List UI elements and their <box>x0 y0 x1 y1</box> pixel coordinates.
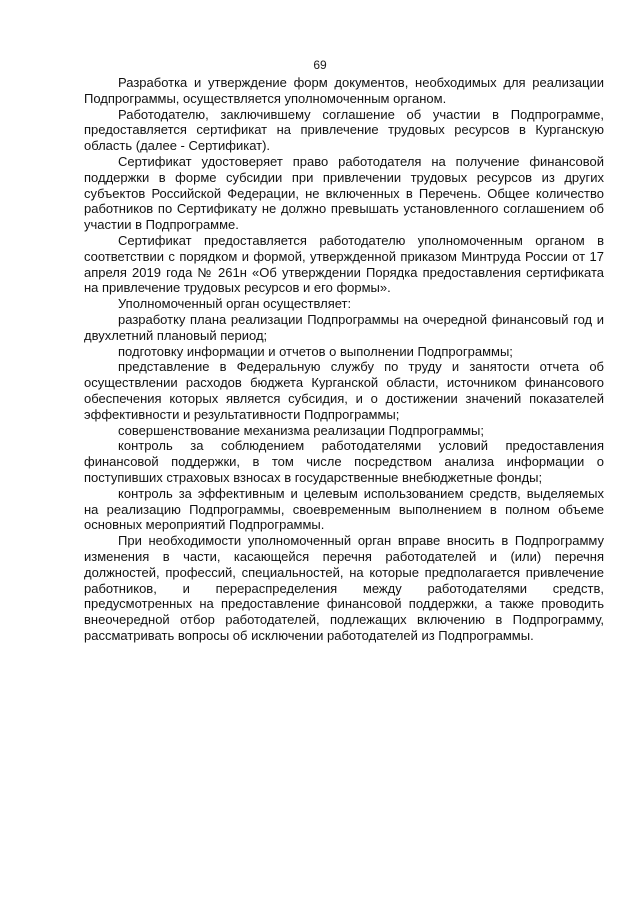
paragraph-certificate-right: Сертификат удостоверяет право работодателя на получение финансовой поддержки в форме субсидии при привлечении трудовых ресурсов из других субъектов Российской Федерации, не включенных в Перечень. Общее количество работников по Сертификату не должно превышать установленного соглашением об участии в Подпрограмме. <box>84 153 604 233</box>
paragraph-certificate-issued: Работодателю, заключившему соглашение об участии в Подпрограмме, предоставляется сертификат на привлечение трудовых ресурсов в Курганскую область (далее - Сертификат). <box>84 106 604 154</box>
paragraph-amendments: При необходимости уполномоченный орган вправе вносить в Подпрограмму изменения в части, касающейся перечня работодателей и (или) перечня должностей, профессий, специальностей, на которые предполагается привлечение работников, и перераспределения между работодателями средств, предусмотренных на предоставление финансовой поддержки, а также проводить внеочередной отбор работодателей, подлежащих включению в Подпрограмму, рассматривать вопросы об исключении работодателей из Подпрограммы. <box>84 533 604 643</box>
list-item-reports: подготовку информации и отчетов о выполнении Подпрограммы; <box>118 343 513 359</box>
paragraph-certificate-order: Сертификат предоставляется работодателю уполномоченным органом в соответствии с порядком и формой, утвержденной приказом Минтруда России от 17 апреля 2019 года № 261н «Об утверждении Порядка предоставления сертификата на привлечение трудовых ресурсов и его формы». <box>84 232 604 296</box>
list-item-federal-report: представление в Федеральную службу по труду и занятости отчета об осуществлении расходов бюджета Курганской области, источником финансового обеспечения которых является субсидия, и о достижении значений показателей эффективности и результативности Подпрограммы; <box>84 359 604 422</box>
paragraph-forms-development: Разработка и утверждение форм документов, необходимых для реализации Подпрограммы, осуществляется уполномоченным органом. <box>84 75 604 106</box>
list-item-control-conditions: контроль за соблюдением работодателями условий предоставления финансовой поддержки, в том числе посредством анализа информации о поступивших страховых взносах в государственные внебюджетные фонды; <box>84 438 604 485</box>
document-body <box>84 75 604 644</box>
list-item-mechanism: совершенствование механизма реализации Подпрограммы; <box>118 422 485 438</box>
list-item-control-funds: контроль за эффективным и целевым использованием средств, выделяемых на реализацию Подпрограммы, своевременным выполнением в полном объеме основных мероприятий Подпрограммы. <box>84 485 604 533</box>
page-number: 69 <box>313 58 327 72</box>
paragraph-authority-duties: Уполномоченный орган осуществляет: <box>118 296 352 312</box>
list-item-plan-development: разработку плана реализации Подпрограммы на очередной финансовый год и двухлетний плановый период; <box>84 311 604 343</box>
